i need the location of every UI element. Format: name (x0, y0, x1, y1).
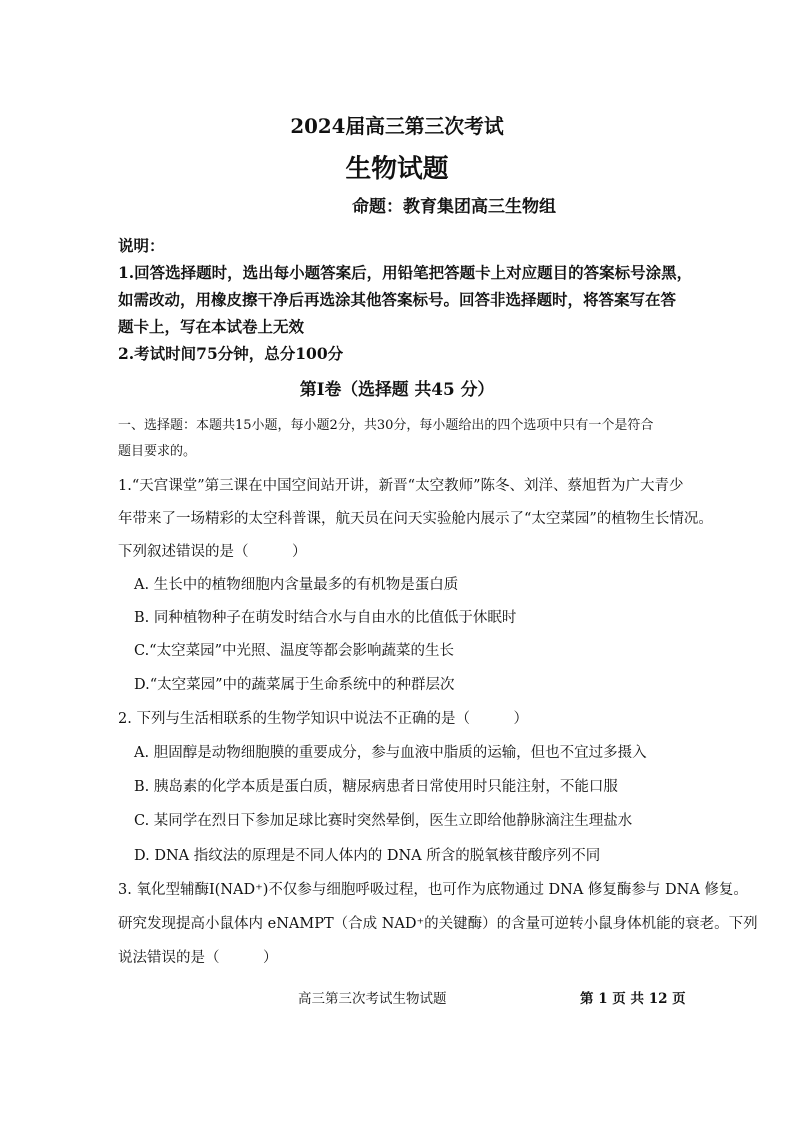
exam-author: 命题：教育集团高三生物组 (352, 197, 556, 217)
instruction-line: 1.回答选择题时，选出每小题答案后，用铅笔把答题卡上对应题目的答案标号涂黑， (118, 263, 693, 282)
question-stem-line: 3. 氧化型辅酶Ⅰ(NAD⁺)不仅参与细胞呼吸过程，也可作为底物通过 DNA 修复酶参与 DNA 修复。 (118, 882, 748, 898)
section-intro-line: 一、选择题：本题共15小题，每小题2分，共30分，每小题给出的四个选项中只有一个是符合 (118, 418, 654, 433)
question-stem-line: 1.“天宫课堂”第三课在中国空间站开讲，新晋“太空教师”陈冬、刘洋、蔡旭哲为广大青少 (118, 478, 684, 494)
question-stem-line: 研究发现提高小鼠体内 eNAMPT（合成 NAD⁺的关键酶）的含量可逆转小鼠身体机能的衰老。下列 (118, 916, 758, 932)
exam-subject: 生物试题 (345, 154, 449, 184)
question-stem-line: 下列叙述错误的是（ ） (118, 544, 307, 560)
question-option: B. 同种植物种子在萌发时结合水与自由水的比值低于休眠时 (134, 610, 517, 626)
section-title: 第Ⅰ卷（选择题 共45 分） (299, 379, 495, 399)
instruction-line: 2.考试时间75分钟，总分100分 (118, 344, 344, 363)
section-intro-line: 题目要求的。 (118, 444, 197, 459)
instructions-heading: 说明： (118, 236, 165, 255)
footer-title: 高三第三次考试生物试题 (298, 991, 447, 1007)
question-option: C.“太空菜园”中光照、温度等都会影响蔬菜的生长 (134, 643, 455, 659)
question-stem-line: 年带来了一场精彩的太空科普课，航天员在问天实验舱内展示了“太空菜园”的植物生长情况。 (118, 511, 713, 527)
question-option: C. 某同学在烈日下参加足球比赛时突然晕倒，医生立即给他静脉滴注生理盐水 (134, 813, 633, 829)
question-option: D.“太空菜园”中的蔬菜属于生命系统中的种群层次 (134, 677, 455, 693)
question-stem-line: 说法错误的是（ ） (118, 950, 278, 966)
question-option: D. DNA 指纹法的原理是不同人体内的 DNA 所含的脱氧核苷酸序列不同 (134, 848, 601, 864)
question-stem-line: 2. 下列与生活相联系的生物学知识中说法不正确的是（ ） (118, 711, 528, 727)
question-option: A. 生长中的植物细胞内含量最多的有机物是蛋白质 (134, 577, 459, 593)
question-option: B. 胰岛素的化学本质是蛋白质，糖尿病患者日常使用时只能注射，不能口服 (134, 779, 618, 795)
question-option: A. 胆固醇是动物细胞膜的重要成分，参与血液中脂质的运输，但也不宜过多摄入 (134, 745, 647, 761)
instruction-line: 题卡上，写在本试卷上无效 (118, 317, 305, 336)
page-number: 第 1 页 共 12 页 (580, 991, 686, 1007)
instruction-line: 如需改动，用橡皮擦干净后再选涂其他答案标号。回答非选择题时，将答案写在答 (118, 290, 677, 309)
exam-title: 2024届高三第三次考试 (290, 114, 504, 138)
